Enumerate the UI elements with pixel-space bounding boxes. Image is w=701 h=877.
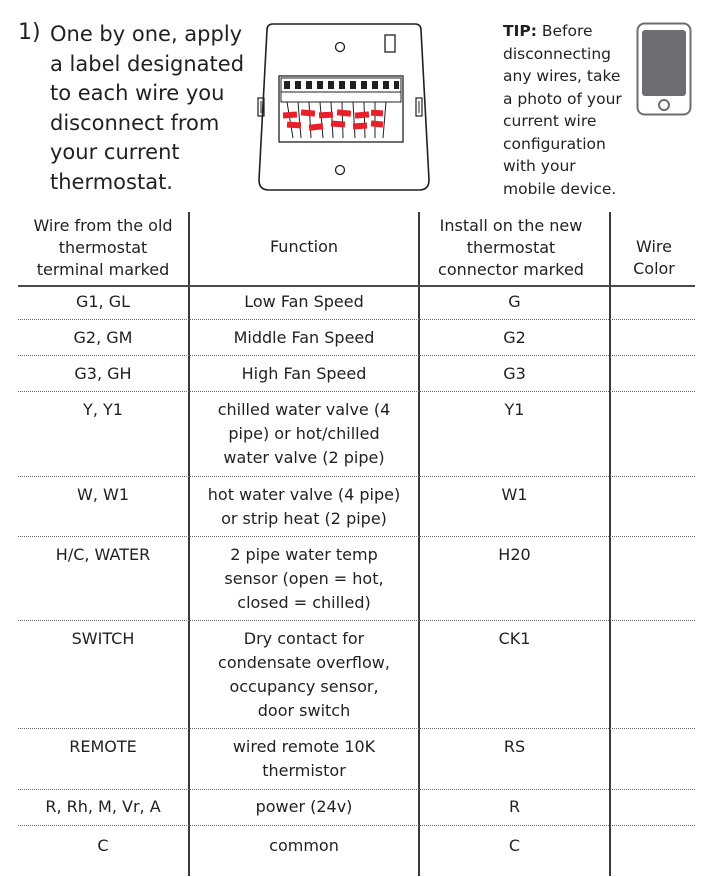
cell-old-terminal: C (97, 836, 109, 855)
cell-new-connector: G2 (503, 328, 526, 347)
step-number: 1) (18, 20, 41, 45)
row-divider (18, 391, 695, 392)
row-divider (18, 825, 695, 826)
row-divider (18, 355, 695, 356)
row-divider (18, 476, 695, 477)
column-divider (609, 212, 611, 876)
cell-function: 2 pipe water temp sensor (open = hot, closed = chilled) (224, 545, 384, 612)
header-wire-color: Wire Color (633, 237, 675, 278)
cell-new-connector: RS (503, 737, 526, 756)
cell-function: High Fan Speed (241, 364, 367, 383)
row-divider (18, 536, 695, 537)
tip-label: TIP: (503, 22, 537, 40)
cell-function: Dry contact for condensate overflow, occupancy sensor, door switch (218, 629, 390, 720)
cell-new-connector: C (508, 836, 521, 855)
cell-function: common (269, 836, 339, 855)
row-divider (18, 319, 695, 320)
row-divider (18, 620, 695, 621)
header-divider (18, 285, 695, 287)
cell-new-connector: G3 (503, 364, 526, 383)
row-divider (18, 789, 695, 790)
cell-function: power (24v) (255, 797, 353, 816)
cell-old-terminal: REMOTE (69, 737, 137, 756)
cell-function: wired remote 10K thermistor (232, 737, 376, 780)
cell-new-connector: CK1 (498, 629, 531, 648)
header-old-terminal: Wire from the old thermostat terminal marked (33, 216, 173, 279)
tip-note (503, 20, 633, 200)
header-function: Function (269, 237, 339, 256)
cell-new-connector: H20 (498, 545, 531, 564)
cell-new-connector: G (508, 292, 521, 311)
cell-function: Low Fan Speed (244, 292, 364, 311)
cell-function: Middle Fan Speed (233, 328, 375, 347)
tip-text: Before disconnecting any wires, take a photo of your current wire configuration with your mobile device. (503, 22, 622, 198)
step-instruction: One by one, apply a label designated to each wire you disconnect from your current thermostat. (50, 22, 245, 194)
cell-function: hot water valve (4 pipe) or strip heat (2 pipe) (207, 485, 401, 528)
cell-old-terminal: G3, GH (74, 364, 132, 383)
cell-old-terminal: Y, Y1 (83, 400, 123, 419)
cell-old-terminal: R, Rh, M, Vr, A (45, 797, 161, 816)
cell-old-terminal: W, W1 (77, 485, 129, 504)
cell-old-terminal: SWITCH (71, 629, 135, 648)
cell-new-connector: W1 (501, 485, 528, 504)
cell-new-connector: R (508, 797, 521, 816)
cell-old-terminal: G1, GL (75, 292, 131, 311)
cell-function: chilled water valve (4 pipe) or hot/chilled water valve (2 pipe) (217, 400, 391, 467)
thermostat-wiring-illustration (253, 20, 435, 196)
row-divider (18, 728, 695, 729)
cell-new-connector: Y1 (504, 400, 525, 419)
wiring-table (18, 210, 695, 877)
cell-old-terminal: G2, GM (73, 328, 133, 347)
mobile-phone-icon (636, 22, 692, 116)
header-new-connector: Install on the new thermostat connector marked (438, 216, 584, 279)
cell-old-terminal: H/C, WATER (55, 545, 151, 564)
